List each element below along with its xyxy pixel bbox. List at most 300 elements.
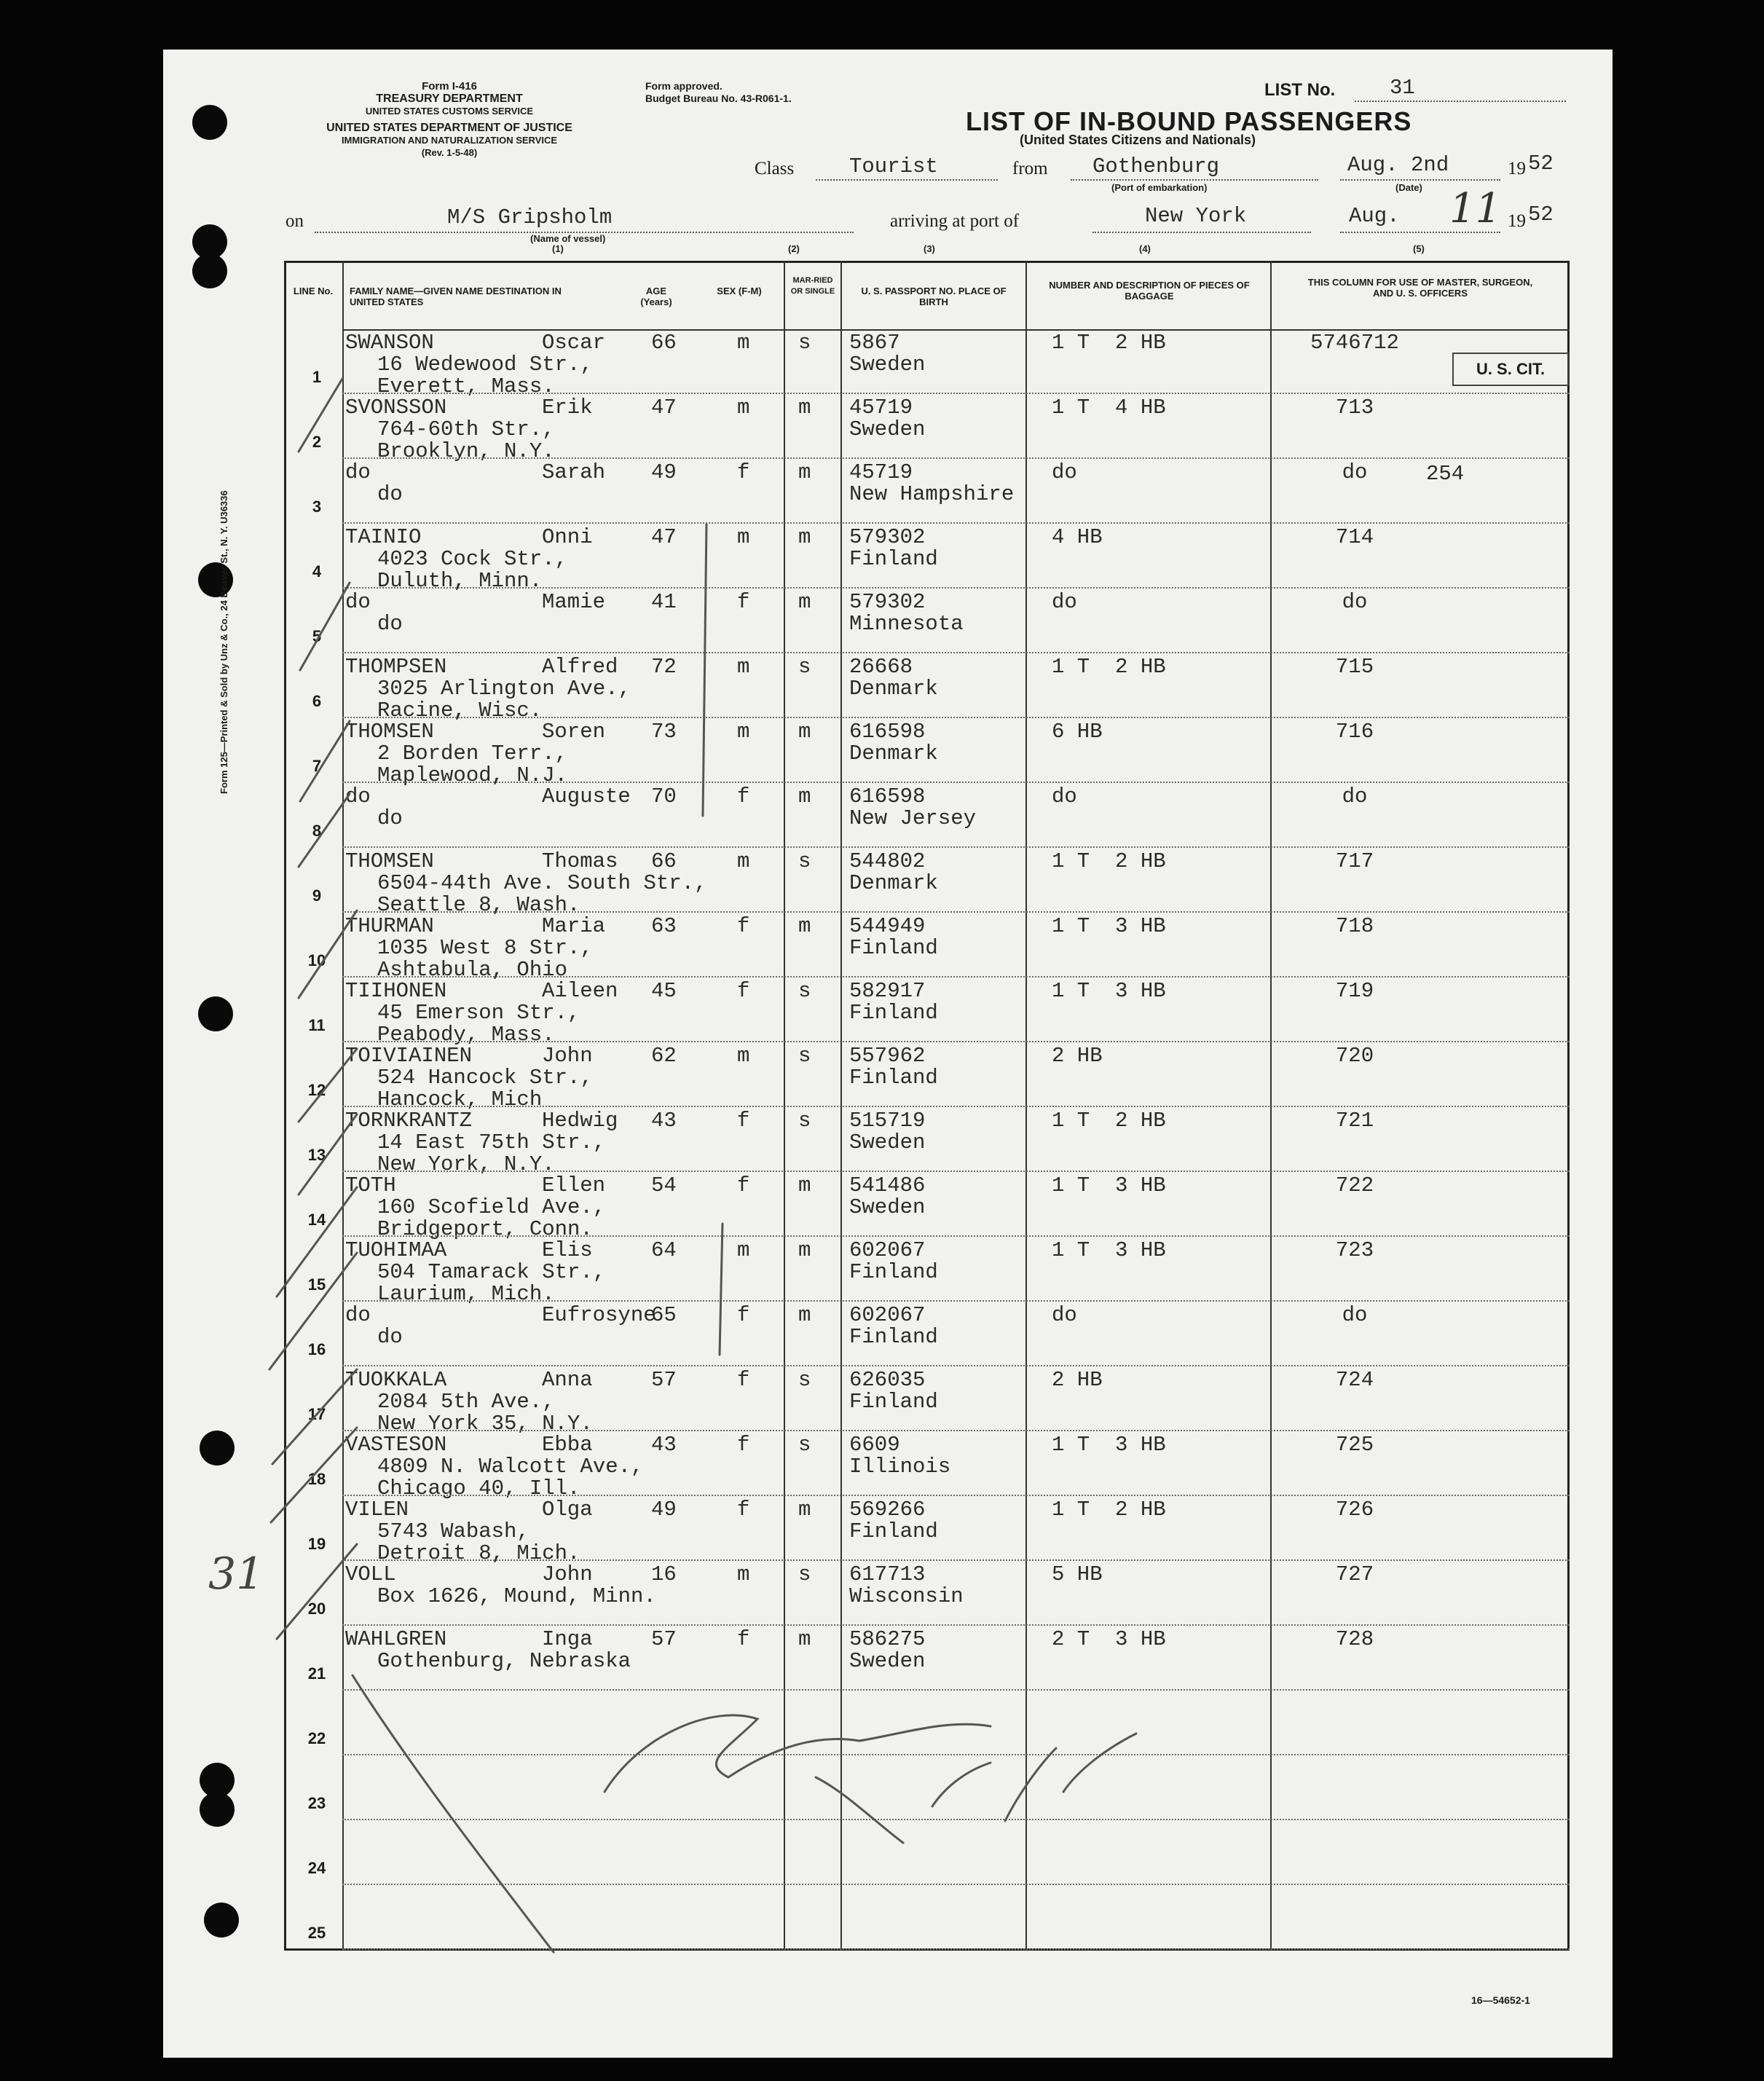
- caption-3: (3): [924, 243, 935, 254]
- line-number: 21: [307, 1664, 326, 1683]
- line-number: 7: [312, 757, 322, 775]
- line-number: 20: [307, 1600, 326, 1618]
- family-name: VASTESON: [345, 1433, 447, 1457]
- check-mark: [277, 1187, 357, 1297]
- line-number: 19: [307, 1535, 326, 1553]
- place-of-birth: Denmark: [849, 677, 938, 701]
- baggage-description: do: [1052, 784, 1077, 809]
- signature: [605, 1715, 1136, 1843]
- col-header-baggage: NUMBER AND DESCRIPTION OF PIECES OF BAGGAGE: [1049, 280, 1250, 302]
- baggage-description: 2 HB: [1052, 1044, 1103, 1068]
- sex-value: f: [737, 1433, 750, 1457]
- address-line-2: Chicago 40, Ill.: [377, 1476, 580, 1500]
- sex-value: f: [737, 1303, 750, 1327]
- age-value: 16: [651, 1562, 677, 1586]
- age-value: 54: [651, 1173, 677, 1197]
- approved-text: Form approved.: [645, 80, 722, 92]
- address-line-1: 160 Scofield Ave.,: [377, 1195, 606, 1219]
- officer-note: 254: [1426, 462, 1465, 486]
- list-number-label: LIST No.: [1264, 80, 1336, 100]
- given-name: Erik: [542, 396, 593, 420]
- passport-number: 544949: [849, 914, 926, 938]
- officer-number: do: [1342, 784, 1368, 809]
- officer-number: 727: [1335, 1562, 1374, 1586]
- address-line-2: Laurium, Mich.: [377, 1282, 555, 1306]
- age-value: 73: [651, 720, 677, 744]
- check-mark: [299, 1114, 357, 1195]
- address-line-2: Maplewood, N.J.: [377, 763, 568, 787]
- passport-number: 569266: [849, 1498, 926, 1522]
- caption-4: (4): [1139, 243, 1151, 254]
- officer-number: 723: [1335, 1238, 1374, 1262]
- age-value: 66: [651, 849, 677, 873]
- age-value: 72: [651, 655, 677, 679]
- baggage-description: 6 HB: [1052, 720, 1103, 744]
- address-line-2: Ashtabula, Ohio: [377, 958, 568, 982]
- vessel-caption: (Name of vessel): [530, 233, 606, 244]
- line-number: 15: [307, 1275, 326, 1294]
- age-value: 47: [651, 525, 677, 549]
- caption-1: (1): [552, 243, 564, 254]
- place-of-birth: Finland: [849, 1325, 938, 1349]
- budget-bureau: Budget Bureau No. 43-R061-1.: [645, 93, 792, 104]
- age-value: 43: [651, 1433, 677, 1457]
- passport-number: 45719: [849, 396, 913, 420]
- sex-value: m: [737, 849, 750, 873]
- address-line-2: Peabody, Mass.: [377, 1023, 555, 1047]
- line-number: 23: [307, 1794, 326, 1812]
- officer-number: do: [1342, 1303, 1368, 1327]
- marital-status: s: [798, 1562, 811, 1586]
- marital-status: s: [798, 979, 811, 1003]
- age-value: 62: [651, 1044, 677, 1068]
- address-line-1: 524 Hancock Str.,: [377, 1066, 593, 1090]
- baggage-description: 1 T 3 HB: [1052, 1238, 1166, 1262]
- check-mark: [271, 1428, 357, 1522]
- passport-number: 541486: [849, 1173, 926, 1197]
- address-line-2: Everett, Mass.: [377, 374, 555, 398]
- caption-5: (5): [1413, 243, 1425, 254]
- place-of-birth: New Jersey: [849, 806, 977, 830]
- address-line-1: 2084 5th Ave.,: [377, 1390, 555, 1414]
- passport-number: 617713: [849, 1562, 926, 1586]
- sex-value: m: [737, 396, 750, 420]
- sex-value: m: [737, 1238, 750, 1262]
- place-of-birth: New Hampshire: [849, 482, 1015, 506]
- passport-number: 45719: [849, 460, 913, 484]
- given-name: John: [542, 1562, 593, 1586]
- given-name: Inga: [542, 1627, 593, 1651]
- on-label: on: [286, 211, 304, 231]
- marital-status: s: [798, 655, 811, 679]
- sex-value: m: [737, 1562, 750, 1586]
- officer-number: 725: [1335, 1433, 1374, 1457]
- place-of-birth: Denmark: [849, 741, 938, 766]
- sex-value: f: [737, 784, 750, 809]
- col-header-sex: SEX (F-M): [717, 286, 762, 296]
- age-value: 64: [651, 1238, 677, 1262]
- margin-note: 31: [208, 1549, 264, 1600]
- baggage-description: 1 T 2 HB: [1052, 849, 1166, 873]
- passport-number: 579302: [849, 525, 926, 549]
- check-mark: [299, 910, 357, 998]
- address-line-1: 4809 N. Walcott Ave.,: [377, 1455, 644, 1479]
- col-header-officer: THIS COLUMN FOR USE OF MASTER, SURGEON, AND U. S. OFFICERS: [1307, 277, 1533, 299]
- arrival-day: 11: [1449, 185, 1502, 232]
- arrival-month: Aug.: [1349, 204, 1400, 228]
- given-name: Anna: [542, 1368, 593, 1392]
- family-name: TIIHONEN: [345, 979, 447, 1003]
- address-line-1: 14 East 75th Str.,: [377, 1130, 606, 1154]
- age-value: 70: [651, 784, 677, 809]
- marital-status: s: [798, 331, 811, 355]
- passport-number: 602067: [849, 1303, 926, 1327]
- given-name: Olga: [542, 1498, 593, 1522]
- family-name: TUOKKALA: [345, 1368, 447, 1392]
- form-number: Form I-416: [422, 80, 477, 93]
- place-of-birth: Finland: [849, 1260, 938, 1284]
- baggage-description: 1 T 3 HB: [1052, 1173, 1166, 1197]
- sex-value: f: [737, 1109, 750, 1133]
- line-number: 5: [312, 627, 322, 645]
- given-name: Onni: [542, 525, 593, 549]
- family-name: THURMAN: [345, 914, 434, 938]
- place-of-birth: Finland: [849, 547, 938, 571]
- page-title: LIST OF IN-BOUND PASSENGERS: [966, 106, 1412, 136]
- arriving-label: arriving at port of: [890, 211, 1020, 231]
- officer-number: 5746712: [1310, 331, 1399, 355]
- address-line-2: New York, N.Y.: [377, 1152, 555, 1176]
- address-line-2: Bridgeport, Conn.: [377, 1217, 593, 1241]
- address-line-1: do: [377, 806, 403, 830]
- age-value: 49: [651, 460, 677, 484]
- marital-status: m: [798, 590, 811, 614]
- place-of-birth: Denmark: [849, 871, 938, 895]
- passport-number: 515719: [849, 1109, 926, 1133]
- sex-value: f: [737, 1173, 750, 1197]
- place-of-birth: Illinois: [849, 1455, 951, 1479]
- officer-number: 726: [1335, 1498, 1374, 1522]
- check-mark: [272, 1369, 357, 1464]
- address-line-1: 2 Borden Terr.,: [377, 741, 568, 766]
- baggage-description: 1 T 3 HB: [1052, 1433, 1166, 1457]
- marital-status: s: [798, 1368, 811, 1392]
- given-name: Elis: [542, 1238, 593, 1262]
- age-value: 65: [651, 1303, 677, 1327]
- check-mark: [299, 794, 350, 867]
- passport-number: 602067: [849, 1238, 926, 1262]
- officer-number: do: [1342, 460, 1368, 484]
- baggage-description: 1 T 3 HB: [1052, 979, 1166, 1003]
- sex-value: f: [737, 590, 750, 614]
- given-name: Maria: [542, 914, 606, 938]
- officer-number: 713: [1335, 396, 1374, 420]
- passport-number: 626035: [849, 1368, 926, 1392]
- footer-code: 16—54652-1: [1471, 1994, 1530, 2006]
- family-name: do: [345, 590, 371, 614]
- class-value: Tourist: [849, 154, 938, 178]
- marital-status: m: [798, 1173, 811, 1197]
- baggage-description: 5 HB: [1052, 1562, 1103, 1586]
- line-number: 18: [307, 1470, 326, 1488]
- arrival-year: 52: [1528, 202, 1554, 227]
- age-value: 63: [651, 914, 677, 938]
- address-line-1: do: [377, 612, 403, 636]
- passport-number: 586275: [849, 1627, 926, 1651]
- line-number: 3: [312, 497, 322, 516]
- line-number: 17: [307, 1405, 326, 1423]
- address-line-1: Box 1626, Mound, Minn.: [377, 1584, 656, 1608]
- place-of-birth: Finland: [849, 936, 938, 960]
- col-header-age: AGE (Years): [640, 286, 672, 307]
- officer-number: 721: [1335, 1109, 1374, 1133]
- marital-status: m: [798, 1627, 811, 1651]
- address-line-1: do: [377, 482, 403, 506]
- sex-value: m: [737, 1044, 750, 1068]
- sex-value: m: [737, 720, 750, 744]
- baggage-description: do: [1052, 1303, 1077, 1327]
- age-value: 47: [651, 396, 677, 420]
- place-of-birth: Sweden: [849, 353, 926, 377]
- given-name: Oscar: [542, 331, 606, 355]
- class-label: Class: [755, 159, 795, 178]
- place-of-birth: Minnesota: [849, 612, 964, 636]
- place-of-birth: Finland: [849, 1519, 938, 1543]
- address-line-1: do: [377, 1325, 403, 1349]
- vessel-name: M/S Gripsholm: [447, 205, 613, 229]
- address-line-1: 6504-44th Ave. South Str.,: [377, 871, 707, 895]
- address-line-1: 1035 West 8 Str.,: [377, 936, 593, 960]
- family-name: TOTH: [345, 1173, 396, 1197]
- sex-value: f: [737, 1498, 750, 1522]
- address-line-2: Detroit 8, Mich.: [377, 1541, 580, 1565]
- check-mark: [300, 721, 350, 801]
- age-value: 66: [651, 331, 677, 355]
- address-line-1: 5743 Wabash,: [377, 1519, 529, 1543]
- customs-service: UNITED STATES CUSTOMS SERVICE: [365, 106, 534, 117]
- age-value: 57: [651, 1627, 677, 1651]
- family-name: THOMPSEN: [345, 655, 447, 679]
- family-name: TOIVIAINEN: [345, 1044, 473, 1068]
- check-mark: [277, 1544, 357, 1639]
- family-name: WAHLGREN: [345, 1627, 447, 1651]
- place-of-birth: Sweden: [849, 1130, 926, 1154]
- given-name: Alfred: [542, 655, 618, 679]
- passport-number: 5867: [849, 331, 900, 355]
- given-name: Ellen: [542, 1173, 606, 1197]
- baggage-description: 1 T 2 HB: [1052, 1109, 1166, 1133]
- marital-status: m: [798, 396, 811, 420]
- age-value: 49: [651, 1498, 677, 1522]
- marital-status: m: [798, 460, 811, 484]
- marital-status: m: [798, 784, 811, 809]
- passport-number: 616598: [849, 784, 926, 809]
- family-name: VILEN: [345, 1498, 409, 1522]
- line-number: 8: [312, 822, 322, 840]
- arrival-year-prefix: 19: [1508, 211, 1526, 231]
- given-name: Mamie: [542, 590, 606, 614]
- given-name: Sarah: [542, 460, 606, 484]
- address-line-1: 3025 Arlington Ave.,: [377, 677, 631, 701]
- baggage-description: 1 T 2 HB: [1052, 1498, 1166, 1522]
- given-name: Eufrosyne: [542, 1303, 656, 1327]
- marital-status: s: [798, 849, 811, 873]
- line-number: 11: [308, 1016, 326, 1034]
- officer-number: 720: [1335, 1044, 1374, 1068]
- given-name: Aileen: [542, 979, 618, 1003]
- passport-number: 582917: [849, 979, 926, 1003]
- col-header-name: FAMILY NAME—GIVEN NAME DESTINATION IN UNITED STATES: [350, 286, 562, 307]
- col-header-line: LINE No.: [293, 286, 334, 296]
- family-name: THOMSEN: [345, 720, 434, 744]
- col-header-passport: U. S. PASSPORT NO. PLACE OF BIRTH: [861, 286, 1007, 307]
- sex-value: m: [737, 655, 750, 679]
- place-of-birth: Sweden: [849, 1649, 926, 1673]
- bracket-line: [703, 524, 706, 816]
- sex-value: f: [737, 1627, 750, 1651]
- caption-2: (2): [788, 243, 800, 254]
- baggage-description: 4 HB: [1052, 525, 1103, 549]
- us-citizen-stamp: U. S. CIT.: [1452, 353, 1569, 386]
- given-name: Soren: [542, 720, 606, 744]
- place-of-birth: Finland: [849, 1390, 938, 1414]
- officer-number: 724: [1335, 1368, 1374, 1392]
- officer-number: 719: [1335, 979, 1374, 1003]
- col-header-married: MAR-RIED OR SINGLE: [790, 276, 835, 296]
- arrival-port: New York: [1145, 204, 1247, 228]
- line-number: 4: [312, 562, 322, 581]
- given-name: Hedwig: [542, 1109, 618, 1133]
- officer-number: 728: [1335, 1627, 1374, 1651]
- given-name: Ebba: [542, 1433, 593, 1457]
- officer-number: 715: [1335, 655, 1374, 679]
- ins-service: IMMIGRATION AND NATURALIZATION SERVICE: [341, 135, 558, 146]
- officer-number: 718: [1335, 914, 1374, 938]
- marital-status: s: [798, 1433, 811, 1457]
- family-name: SVONSSON: [345, 396, 447, 420]
- address-line-1: 16 Wedewood Str.,: [377, 353, 593, 377]
- family-name: TAINIO: [345, 525, 422, 549]
- family-name: do: [345, 1303, 371, 1327]
- officer-number: 717: [1335, 849, 1374, 873]
- family-name: do: [345, 460, 371, 484]
- marital-status: m: [798, 1238, 811, 1262]
- line-number: 10: [307, 951, 326, 969]
- baggage-description: do: [1052, 460, 1077, 484]
- age-value: 45: [651, 979, 677, 1003]
- officer-number: do: [1342, 590, 1368, 614]
- check-mark: [300, 583, 350, 670]
- given-name: John: [542, 1044, 593, 1068]
- address-line-2: Brooklyn, N.Y.: [377, 439, 555, 463]
- marital-status: s: [798, 1109, 811, 1133]
- baggage-description: 1 T 2 HB: [1052, 331, 1166, 355]
- place-of-birth: Wisconsin: [849, 1584, 964, 1608]
- check-mark: [299, 1049, 357, 1122]
- passport-number: 6609: [849, 1433, 900, 1457]
- line-number: 9: [312, 886, 322, 905]
- address-line-1: 504 Tamarack Str.,: [377, 1260, 606, 1284]
- place-of-birth: Finland: [849, 1001, 938, 1025]
- line-number: 13: [307, 1146, 326, 1164]
- passport-number: 616598: [849, 720, 926, 744]
- baggage-description: 1 T 2 HB: [1052, 655, 1166, 679]
- address-line-1: Gothenburg, Nebraska: [377, 1649, 631, 1673]
- given-name: Auguste: [542, 784, 631, 809]
- family-name: VOLL: [345, 1562, 396, 1586]
- family-name: do: [345, 784, 371, 809]
- passport-number: 579302: [849, 590, 926, 614]
- departure-date: Aug. 2nd: [1347, 153, 1449, 177]
- age-value: 57: [651, 1368, 677, 1392]
- line-number: 12: [307, 1081, 326, 1099]
- officer-number: 722: [1335, 1173, 1374, 1197]
- bracket-line: [720, 1224, 722, 1355]
- embarkation-caption: (Port of embarkation): [1111, 182, 1208, 193]
- line-number: 22: [307, 1729, 326, 1747]
- age-value: 41: [651, 590, 677, 614]
- list-number-value: 31: [1390, 76, 1415, 100]
- marital-status: m: [798, 1303, 811, 1327]
- address-line-2: Seattle 8, Wash.: [377, 893, 580, 917]
- sex-value: m: [737, 525, 750, 549]
- address-line-1: 45 Emerson Str.,: [377, 1001, 580, 1025]
- sex-value: f: [737, 460, 750, 484]
- printer-imprint: Form 125—Printed & Sold by Unz & Co., 24 Beaver St., N. Y. U36336: [218, 490, 229, 794]
- passport-number: 544802: [849, 849, 926, 873]
- departure-year: 52: [1528, 152, 1554, 176]
- year-prefix: 19: [1508, 159, 1526, 178]
- marital-status: m: [798, 525, 811, 549]
- address-line-2: Racine, Wisc.: [377, 699, 543, 723]
- place-of-birth: Sweden: [849, 417, 926, 441]
- revision: (Rev. 1-5-48): [421, 147, 478, 158]
- family-name: TUOHIMAA: [345, 1238, 447, 1262]
- line-number: 2: [312, 433, 322, 451]
- line-number: 1: [312, 368, 322, 386]
- check-mark: [269, 1253, 357, 1369]
- baggage-description: do: [1052, 590, 1077, 614]
- baggage-description: 2 HB: [1052, 1368, 1103, 1392]
- cancel-diagonal: [353, 1675, 554, 1952]
- address-line-1: 4023 Cock Str.,: [377, 547, 568, 571]
- line-number: 24: [307, 1859, 326, 1877]
- address-line-1: 764-60th Str.,: [377, 417, 555, 441]
- marital-status: m: [798, 720, 811, 744]
- baggage-description: 1 T 3 HB: [1052, 914, 1166, 938]
- department: TREASURY DEPARTMENT: [376, 93, 523, 105]
- marital-status: s: [798, 1044, 811, 1068]
- date-caption: (Date): [1395, 182, 1422, 193]
- check-mark: [299, 379, 342, 452]
- baggage-description: 1 T 4 HB: [1052, 396, 1166, 420]
- justice-dept: UNITED STATES DEPARTMENT OF JUSTICE: [326, 122, 572, 134]
- passport-number: 26668: [849, 655, 913, 679]
- sex-value: f: [737, 979, 750, 1003]
- address-line-2: Hancock, Mich: [377, 1087, 543, 1112]
- line-number: 25: [307, 1924, 326, 1942]
- marital-status: m: [798, 1498, 811, 1522]
- embarkation-port: Gothenburg: [1092, 154, 1220, 178]
- page-subtitle: (United States Citizens and Nationals): [1020, 133, 1256, 147]
- marital-status: m: [798, 914, 811, 938]
- place-of-birth: Finland: [849, 1066, 938, 1090]
- address-line-2: New York 35, N.Y.: [377, 1412, 593, 1436]
- sex-value: m: [737, 331, 750, 355]
- line-number: 14: [307, 1211, 326, 1229]
- family-name: THOMSEN: [345, 849, 434, 873]
- line-number: 6: [312, 692, 322, 710]
